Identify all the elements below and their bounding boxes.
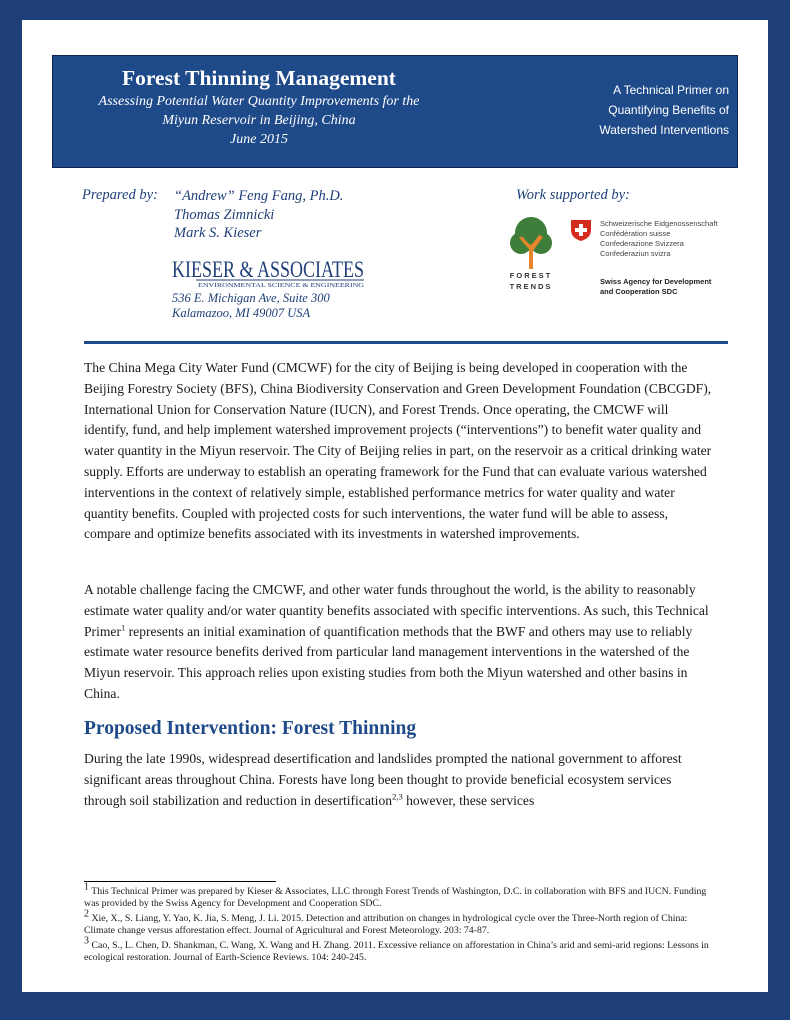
work-supported-label: Work supported by: (516, 187, 630, 203)
footnote (84, 881, 714, 911)
footnote-ref: 2,3 (392, 791, 403, 802)
author-name: Mark S. Kieser (174, 225, 262, 241)
forest-trends-line1: FOREST (509, 271, 553, 280)
section-divider (84, 341, 728, 344)
footnote (84, 935, 714, 965)
primer-line3: Watershed Interventions (599, 123, 729, 137)
logo-main-text: KIESER & ASSOCIATES (172, 257, 364, 282)
paragraph-text: During the late 1990s, widespread desertification and landslides prompted the national government to afforest significant areas throughout China. Forests have long been thought to provide beneficial ecosystem services through soil stabilization and reduction in desertification (84, 751, 682, 808)
footnote-number: 3 (84, 935, 89, 947)
paragraph-challenge (84, 580, 712, 705)
author-name: “Andrew” Feng Fang, Ph.D. (174, 188, 344, 204)
author-name: Thomas Zimnicki (174, 206, 275, 223)
document-subtitle-line2: Miyun Reservoir in Beijing, China (162, 113, 356, 128)
swiss-flag-icon (569, 218, 593, 242)
logo-sub-text: ENVIRONMENTAL SCIENCE & ENGINEERING (198, 283, 365, 289)
footnote-separator (84, 881, 276, 882)
swiss-agency-name (600, 277, 711, 297)
document-page (22, 20, 768, 992)
footnote-number: 1 (84, 881, 89, 893)
paragraph-text: however, these services (402, 792, 535, 808)
section-heading: Proposed Intervention: Forest Thinning (84, 718, 417, 739)
prepared-by-label: Prepared by: (82, 187, 158, 203)
forest-trends-line2: TRENDS (509, 282, 553, 291)
swiss-name: Schweizerische Eidgenossenschaft (600, 219, 718, 228)
kieser-associates-logo (172, 253, 372, 289)
paragraph-intro: The China Mega City Water Fund (CMCWF) for the city of Beijing is being developed in cooperation with the Beijing Forestry Society (BFS), China Biodiversity Conservation and Green Development Foundation (CBCGDF), International Union for Conservation Nature (IUCN), and Forest Trends. Once operating, the CMCWF will identify, fund, and help implement watershed improvement projects (“interventions”) to benefit water quality and water quantity in the Miyun reservoir. The City of Beijing relies in part, on the reservoir as a critical drinking water supply. Efforts are underway to establish an operating framework for the Fund that can evaluate various watershed interventions in the context of relatively simple, established performance metrics for water quality and water quantity benefits. Coupled with projected costs for such interventions, the water fund will be able to assess, compare and optimize benefits associated with its investments in watershed improvements. (84, 360, 712, 542)
footnote-ref: 1 (121, 622, 126, 633)
paragraph-text: A notable challenge facing the CMCWF, and other water funds throughout the world, is the ability to reasonably estimate water quality and/or water quantity benefits associated with specific interventions. As such, this Technical Primer (84, 582, 709, 639)
primer-line1: A Technical Primer on (613, 83, 729, 97)
paragraph-forest-thinning (84, 749, 712, 811)
swiss-name: Confederazione Svizzera (600, 239, 684, 248)
swiss-name: Confédération suisse (600, 229, 671, 238)
swiss-agency-line1: Swiss Agency for Development (600, 277, 712, 286)
address-block (172, 291, 330, 321)
banner-title-block (59, 64, 459, 149)
footnotes (84, 881, 714, 966)
footnote-text: Cao, S., L. Chen, D. Shankman, C. Wang, X. Wang and H. Zhang. 2011. Excessive reliance on afforestation in China’s arid and semi-arid regions: Lessons in ecological restoration. Journal of Earth-Science Reviews. 104: 240-245. (84, 939, 709, 964)
title-banner (52, 55, 738, 168)
primer-line2: Quantifying Benefits of (608, 103, 729, 117)
document-date: June 2015 (230, 132, 288, 147)
primer-description (559, 80, 729, 140)
document-subtitle-line1: Assessing Potential Water Quantity Improvements for the (98, 94, 420, 109)
swiss-confederation-names (600, 219, 718, 259)
paragraph-text: represents an initial examination of quantification methods that the BWF and others may use to reliably estimate water resource benefits derived from particular land management interventions in the watershed of the Miyun reservoir. This approach relies upon existing studies from both the Miyun watershed and other basins in China. (84, 623, 693, 701)
forest-trends-wordmark (499, 270, 563, 292)
address-line2: Kalamazoo, MI 49007 USA (172, 306, 311, 320)
footnote-number: 2 (84, 908, 89, 920)
address-line1: 536 E. Michigan Ave, Suite 300 (172, 291, 330, 305)
swiss-agency-line2: and Cooperation SDC (600, 287, 678, 296)
footnote-text: Xie, X., S. Liang, Y. Yao, K. Jia, S. Meng, J. Li. 2015. Detection and attribution on changes in hydrological cycle over the Three-North region of China: Climate change versus afforestation effect. Journal of Agricultural and Forest Meteorology. 203: 74-87. (84, 912, 688, 937)
footnote (84, 908, 714, 938)
footnote-text: This Technical Primer was prepared by Kieser & Associates, LLC through Forest Trends of Washington, D.C. in collaboration with BFS and IUCN. Funding was provided by the Swiss Agency for Development and Cooperation SDC. (84, 886, 707, 910)
document-title: Forest Thinning Management (122, 66, 396, 90)
swiss-name: Confederaziun svizra (600, 249, 671, 258)
author-list (174, 187, 343, 243)
